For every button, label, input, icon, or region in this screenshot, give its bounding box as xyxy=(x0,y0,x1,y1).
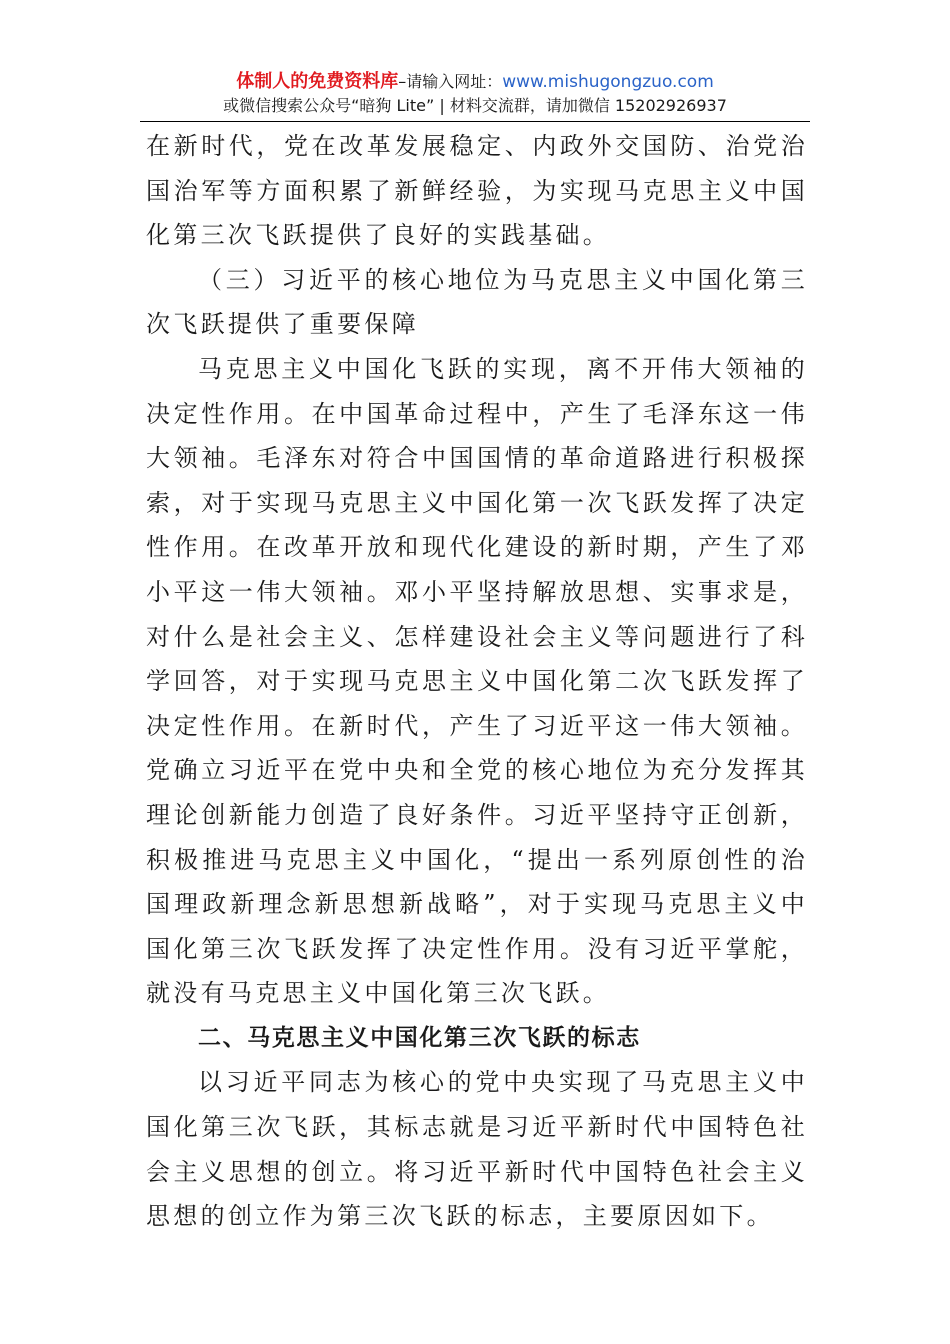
header-line-1 xyxy=(140,70,810,94)
brand-title: 体制人的免费资料库 xyxy=(236,71,399,92)
page-header xyxy=(140,70,810,118)
paragraph-continued: 在新时代，党在改革发展稳定、内政外交国防、治党治国治军等方面积累了新鲜经验，为实现马克思主义中国化第三次飞跃提供了良好的实践基础。 xyxy=(146,132,808,250)
document-body xyxy=(146,124,808,1239)
header-contact-line: 或微信搜索公众号“暗狗 Lite” | 材料交流群，请加微信 15202926937 xyxy=(223,96,727,115)
paragraph-leadership: 马克思主义中国化飞跃的实现，离不开伟大领袖的决定性作用。在中国革命过程中，产生了毛泽东这一伟大领袖。毛泽东对符合中国国情的革命道路进行积极探索，对于实现马克思主义中国化第一次飞跃发挥了决定性作用。在改革开放和现代化建设的新时期，产生了邓小平这一伟大领袖。邓小平坚持解放思想、实事求是，对什么是社会主义、怎样建设社会主义等问题进行了科学回答，对于实现马克思主义中国化第二次飞跃发挥了决定性作用。在新时代，产生了习近平这一伟大领袖。党确立习近平在党中央和全党的核心地位为充分发挥其理论创新能力创造了良好条件。习近平坚持守正创新，积极推进马克思主义中国化，“提出一系列原创性的治国理政新理念新思想新战略”，对于实现马克思主义中国化第三次飞跃发挥了决定性作用。没有习近平掌舵，就没有马克思主义中国化第三次飞跃。 xyxy=(146,354,808,1008)
website-link[interactable]: www.mishugongzuo.com xyxy=(502,72,714,92)
header-divider xyxy=(140,121,810,122)
url-prompt: –请输入网址： xyxy=(398,72,503,91)
subheading-3: （三）习近平的核心地位为马克思主义中国化第三次飞跃提供了重要保障 xyxy=(146,265,808,339)
paragraph-marker: 以习近平同志为核心的党中央实现了马克思主义中国化第三次飞跃，其标志就是习近平新时代中国特色社会主义思想的创立。将习近平新时代中国特色社会主义思想的创立作为第三次飞跃的标志，主要原因如下。 xyxy=(146,1068,808,1231)
section-heading-2: 二、马克思主义中国化第三次飞跃的标志 xyxy=(198,1024,641,1051)
